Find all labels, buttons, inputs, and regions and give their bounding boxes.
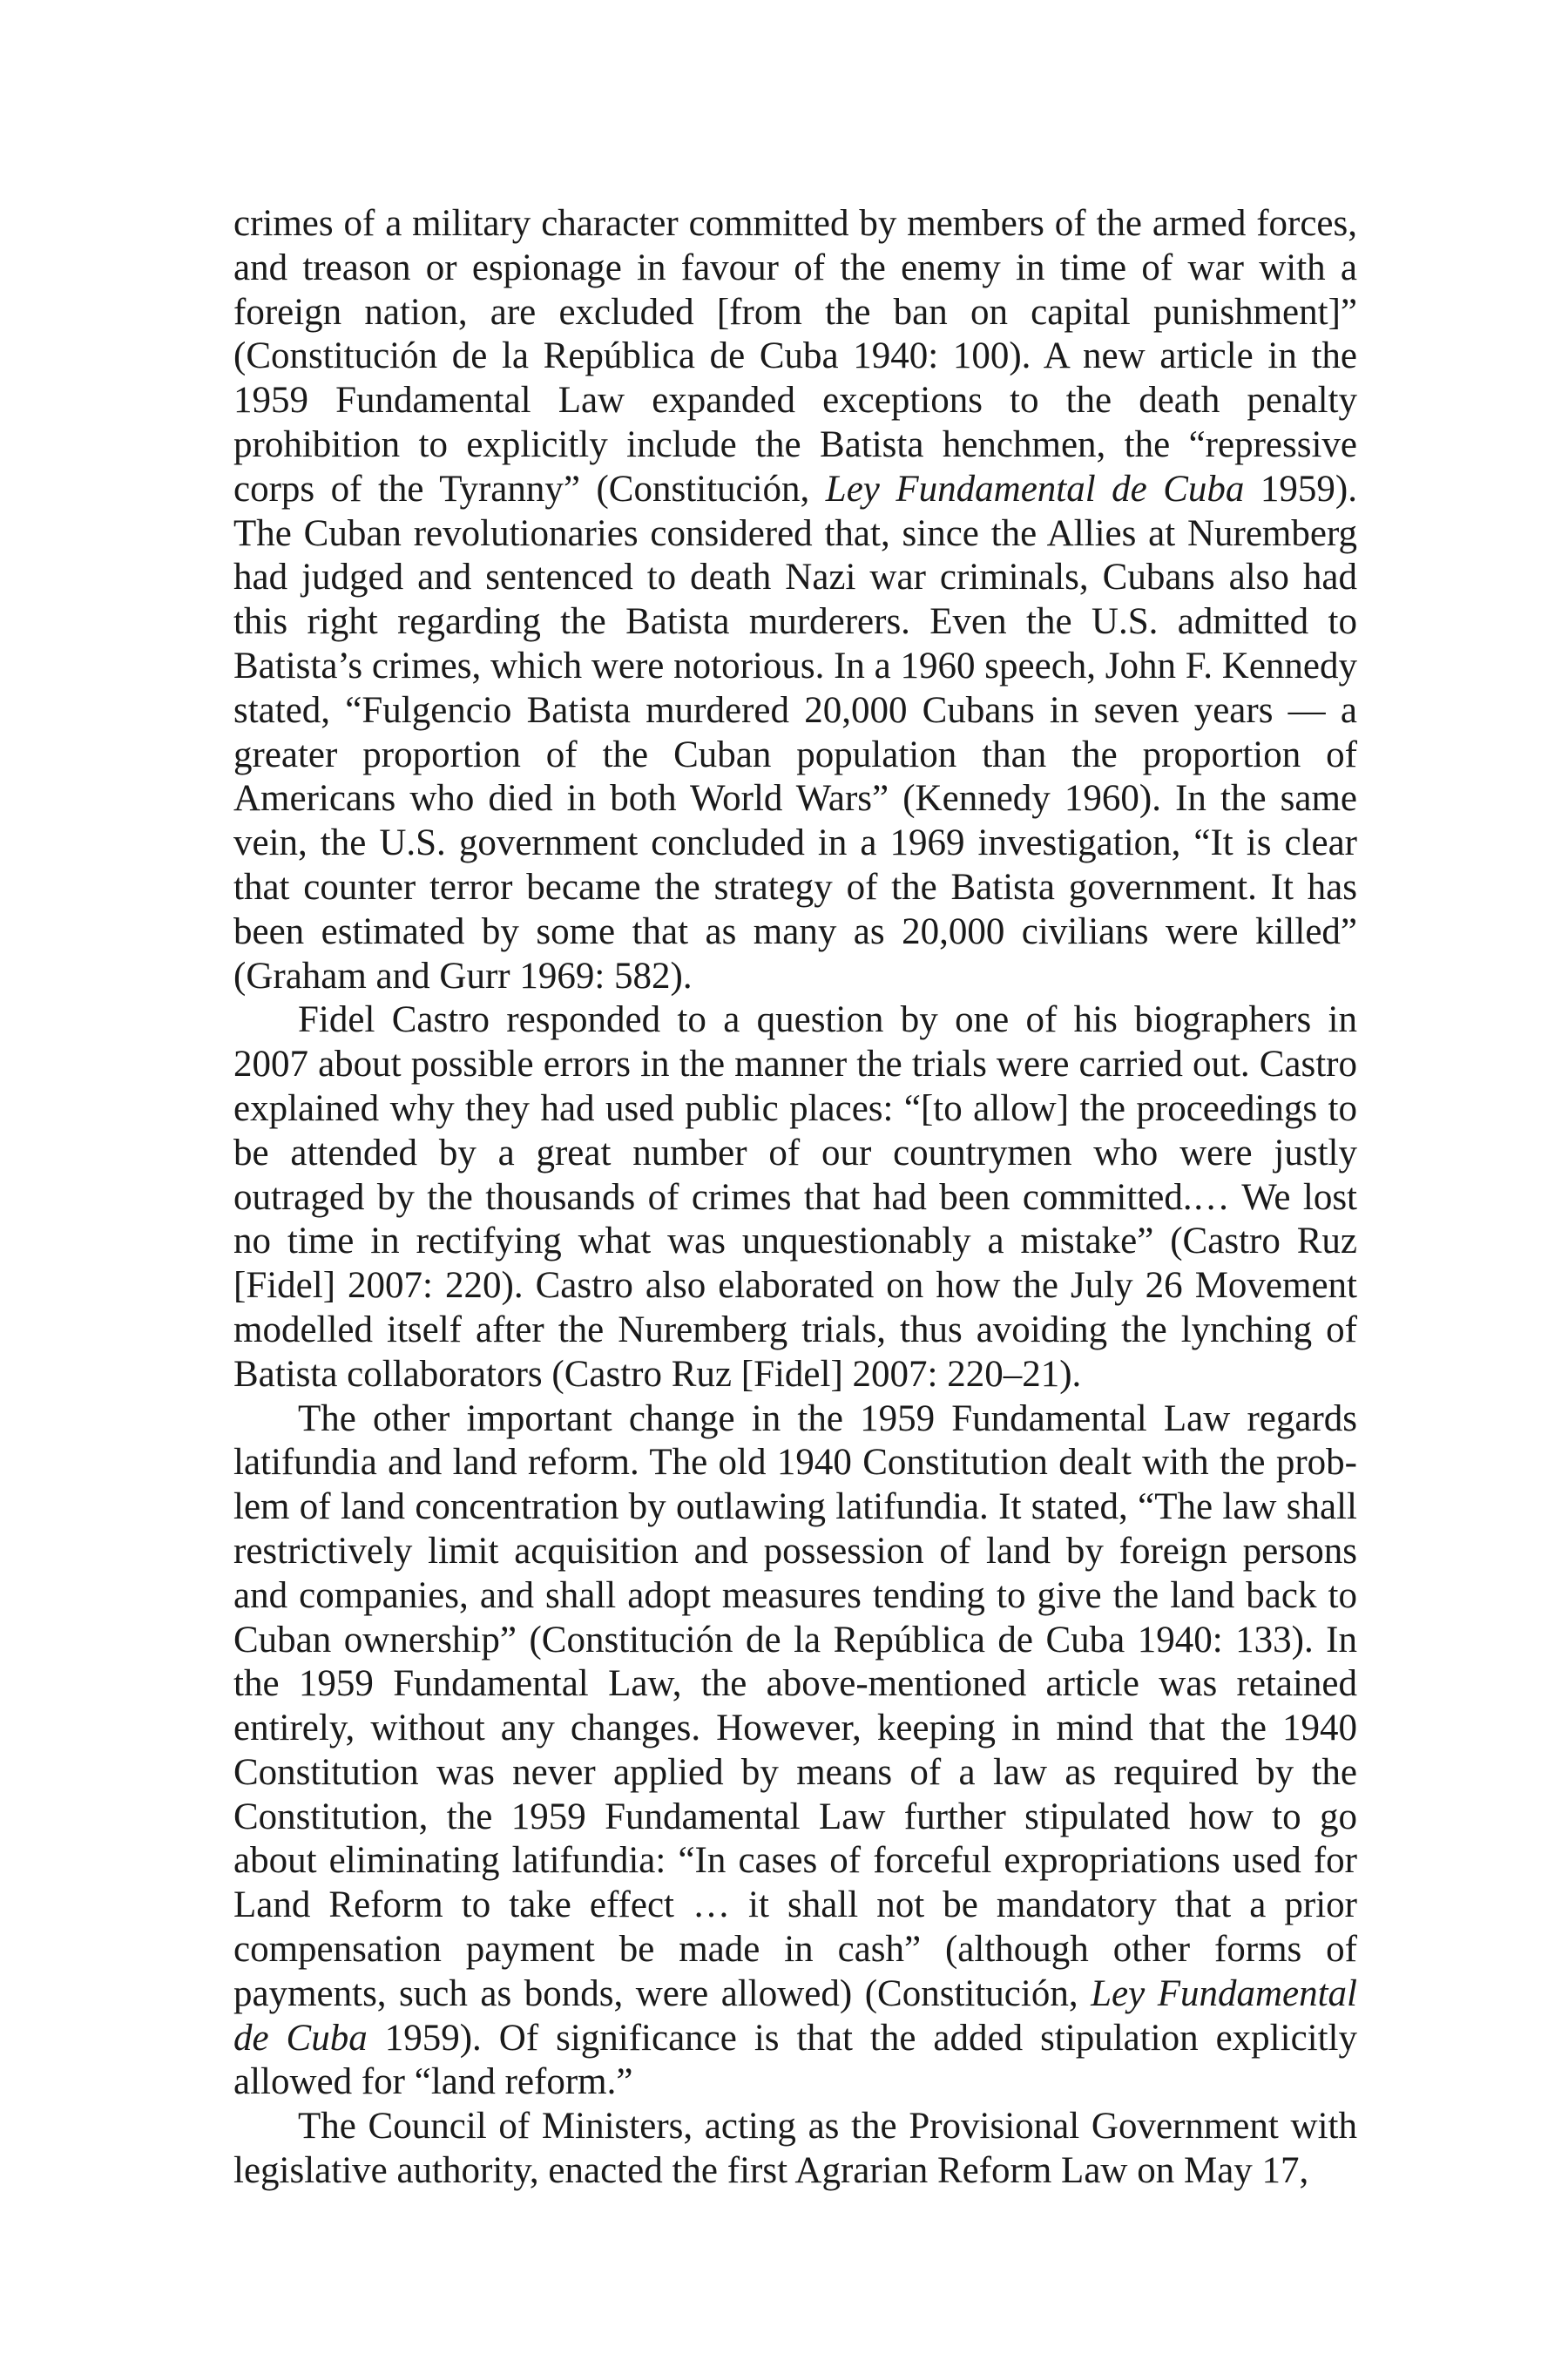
italic-title-ley-fundamental: Ley Fundamental de Cuba xyxy=(233,1972,1357,2059)
text-run: crimes of a military character committed by members of the armed forces, and treason or espionage in favour of the enemy in time of war with a foreign nation, are excluded [from the ban on capital punishment]” (Constitución de la República de Cuba 1940: 100). A new article in the 1959 Fundamental Law expanded exceptions to the death penalty prohibition to explicitly include the Batista henchmen, the “repressive corps of the Tyranny” (Constitución, xyxy=(233,203,1357,510)
text-run: 1959). The Cuban revolutionaries considered that, since the Allies at Nuremberg had judged and sentenced to death Nazi war criminals, Cubans also had this right regarding the Batista murderers. Even the U.S. admitted to Batista’s crimes, which were notorious. In a 1960 speech, John F. Kennedy stated, “Fulgencio Batista murdered 20,000 Cubans in seven years — a greater proportion of the Cuban population than the proportion of Americans who died in both World Wars” (Kennedy 1960). In the same vein, the U.S. government concluded in a 1969 investigation, “It is clear that counter terror became the strategy of the Batista government. It has been estimated by some that as many as 20,000 civilians were killed” (Graham and Gurr 1969: 582). xyxy=(233,468,1357,997)
paragraph-2 xyxy=(233,998,1357,1397)
italic-title-ley-fundamental: Ley Fundamental de Cuba xyxy=(825,468,1245,510)
paragraph-1 xyxy=(233,202,1357,998)
paragraph-4 xyxy=(233,2105,1357,2194)
page-body xyxy=(233,202,1357,2194)
text-run: The other important change in the 1959 Fundamental Law regards latifundia and land reform. The old 1940 Constitution dealt with the problem of land concentration by outlawing latifundia. It stated, “The law shall restrictively limit acquisition and possession of land by foreign persons and companies, and shall adopt measures tending to give the land back to Cuban ownership” (Constitución de la República de Cuba 1940: 133). In the 1959 Fundamental Law, the above-mentioned article was retained entirely, without any changes. However, keeping in mind that the 1940 Constitution was never applied by means of a law as required by the Constitution, the 1959 Fundamental Law further stipulated how to go about eliminating latifundia: “In cases of forceful expropriations used for Land Reform to take effect … it shall not be mandatory that a prior compensation payment be made in cash” (although other forms of payments, such as bonds, were allowed) (Constitución, xyxy=(233,1397,1357,2014)
text-run: 1959). Of significance is that the added stipulation explicitly allowed for “land reform.” xyxy=(233,2017,1357,2103)
text-run: Fidel Castro responded to a question by one of his biographers in 2007 about possible errors in the manner the trials were carried out. Castro explained why they had used public places: “[to allow] the proceedings to be attended by a great number of our countrymen who were justly outraged by the thousands of crimes that had been committed.… We lost no time in rectifying what was unquestionably a mistake” (Castro Ruz [Fidel] 2007: 220). Castro also elaborated on how the July 26 Movement modelled itself after the Nuremberg trials, thus avoiding the lynching of Batista collaborators (Castro Ruz [Fidel] 2007: 220–21). xyxy=(233,999,1357,1395)
text-run: The Council of Ministers, acting as the Provisional Government with legislative authority, enacted the first Agrarian Reform Law on May 17, xyxy=(233,2106,1357,2192)
paragraph-3 xyxy=(233,1397,1357,2106)
